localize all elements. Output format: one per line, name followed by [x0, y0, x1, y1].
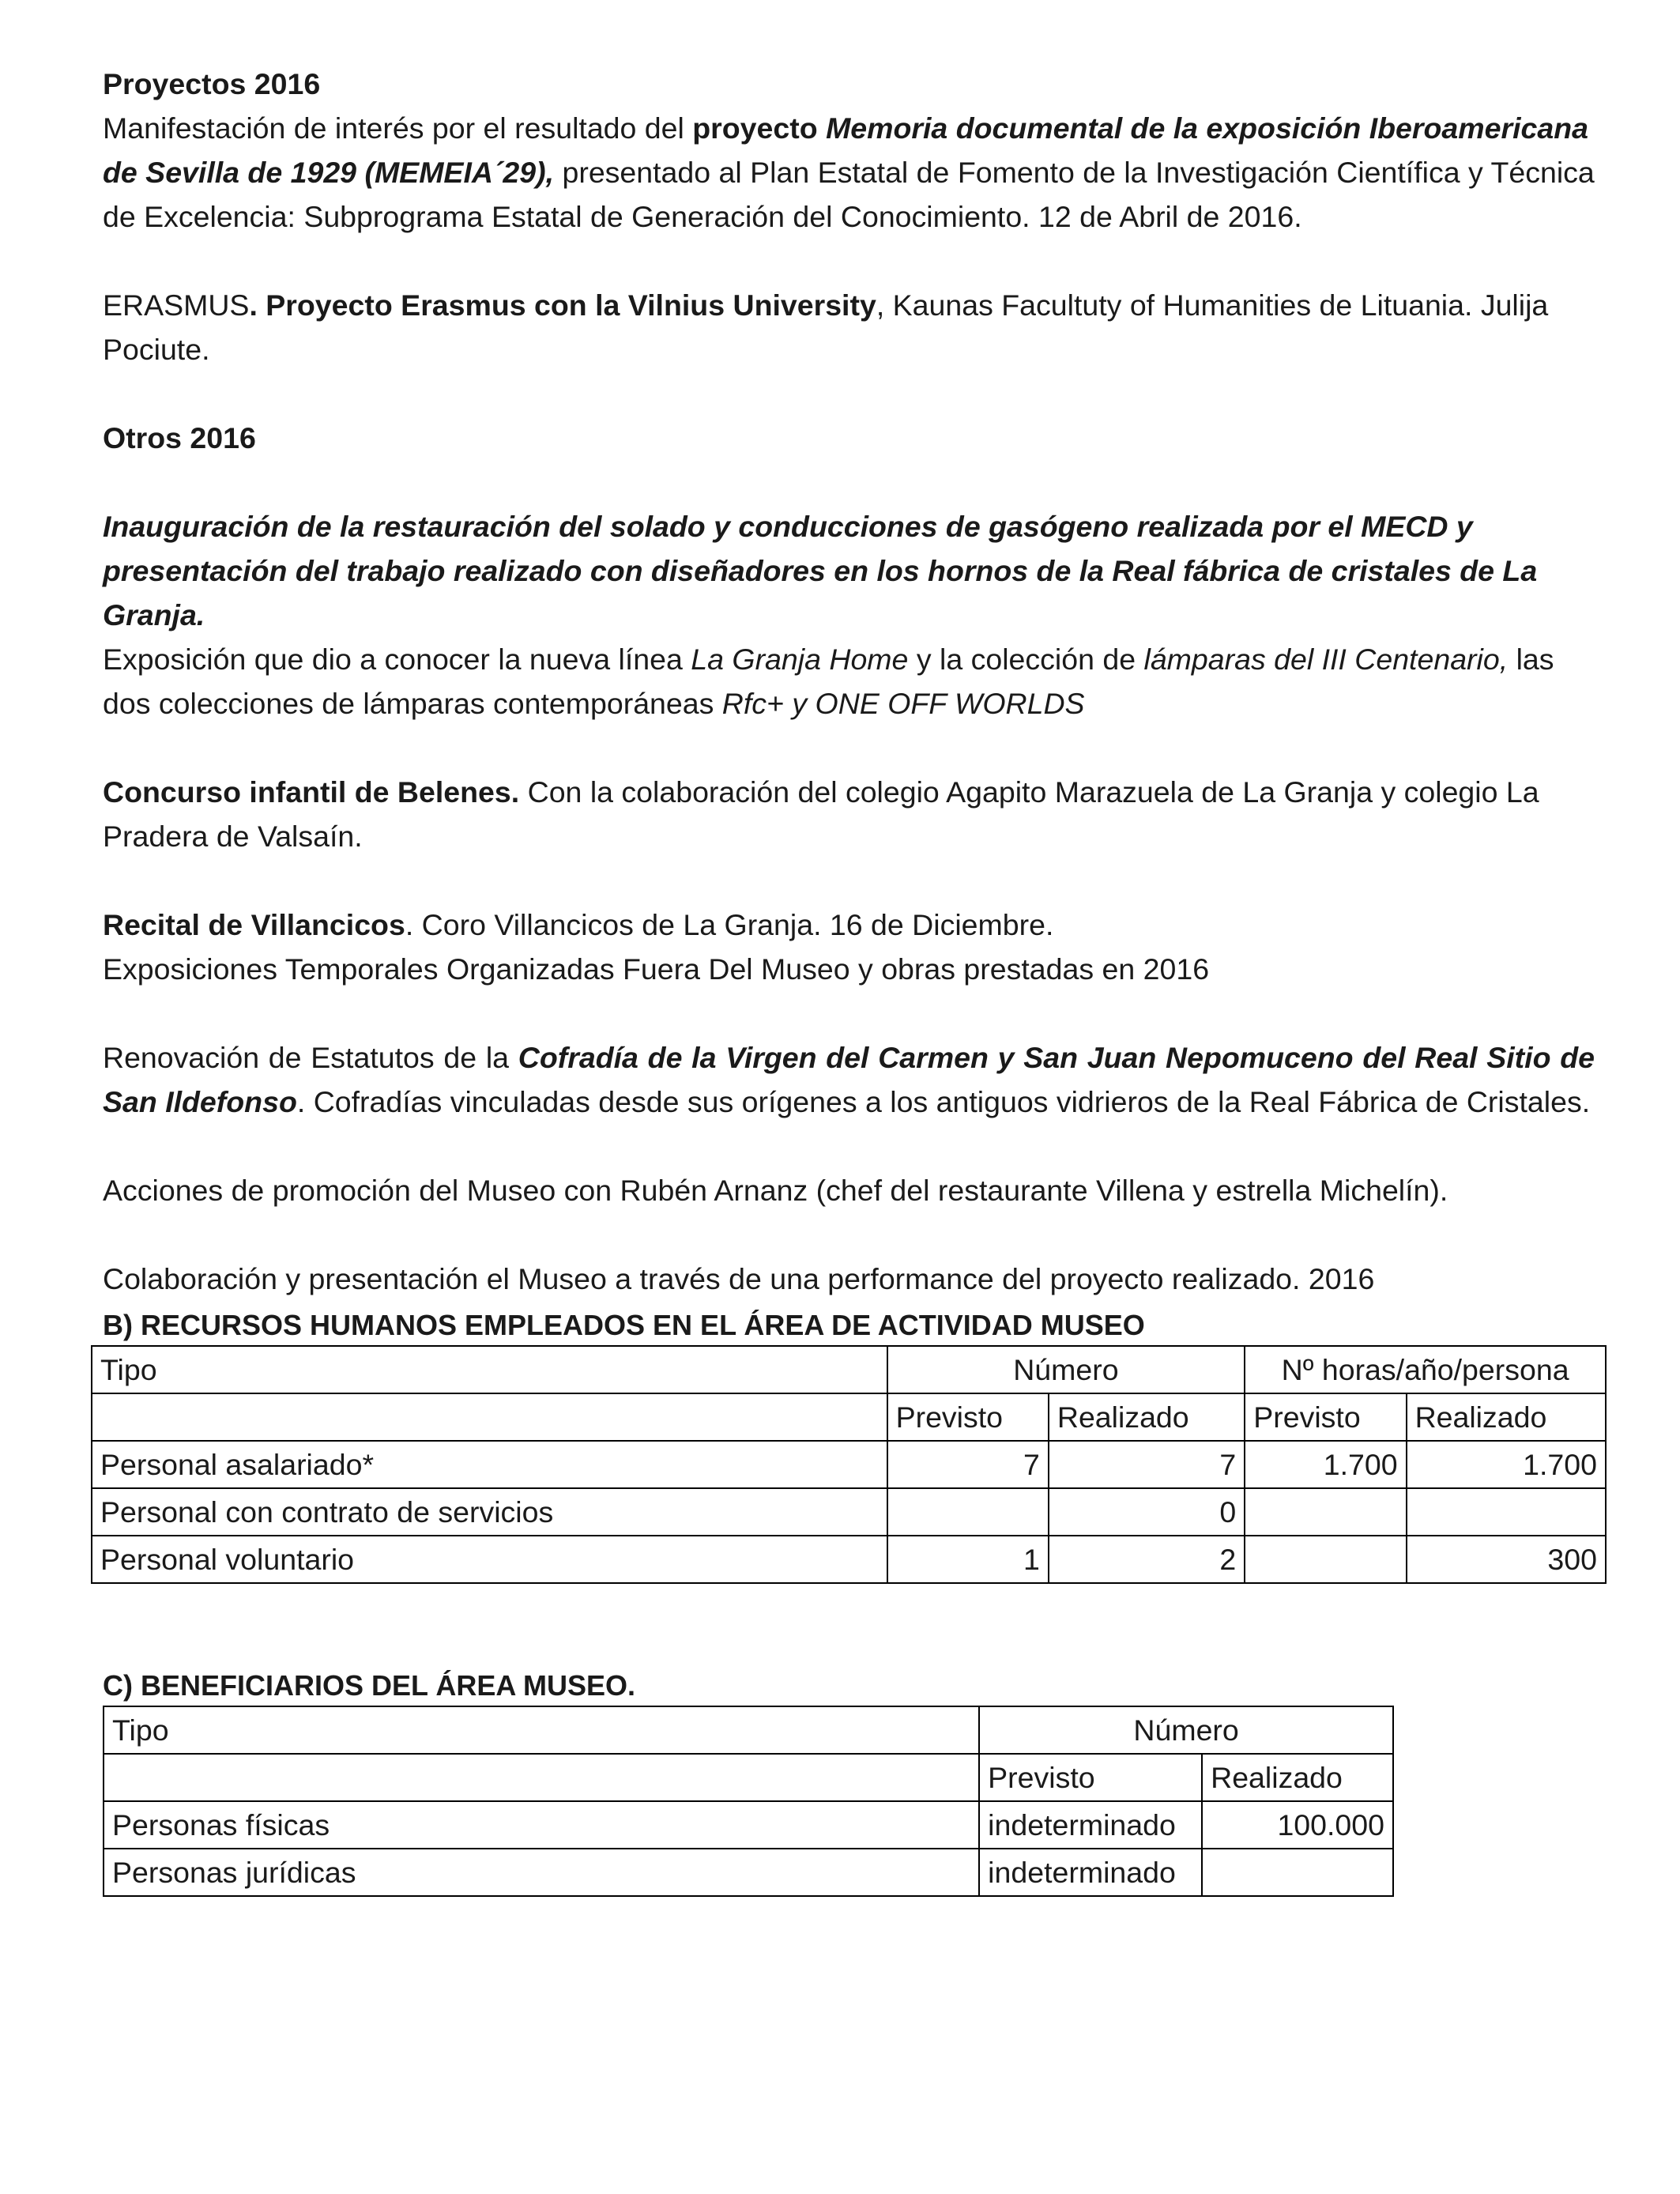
exposiciones-temporales-line: Exposiciones Temporales Organizadas Fuera Del Museo y obras prestadas en 2016 [103, 952, 1210, 986]
proyectos-heading: Proyectos 2016 [103, 67, 321, 100]
header-tipo: Tipo [104, 1706, 979, 1754]
otros-heading: Otros 2016 [103, 421, 256, 454]
table-header-row [92, 1346, 1606, 1393]
exposicion-paragraph: Exposición que dio a conocer la nueva línea La Granja Home y la colección de lámparas del III Centenario, las dos colecciones de lámparas contemporáneas Rfc+ y ONE OFF WORLDS [103, 643, 1554, 720]
header-horas: Nº horas/año/persona [1245, 1346, 1606, 1393]
proyectos-erasmus-paragraph: ERASMUS. Proyecto Erasmus con la Vilnius University, Kaunas Facultuty of Humanities de Lituania. Julija Pociute. [103, 288, 1549, 366]
table-row: Personas jurídicas indeterminado [104, 1849, 1393, 1896]
header-previsto: Previsto [887, 1393, 1049, 1441]
header-numero: Número [979, 1706, 1393, 1754]
recursos-title: B) RECURSOS HUMANOS EMPLEADOS EN EL ÁREA DE ACTIVIDAD MUSEO [103, 1309, 1145, 1341]
beneficiarios-table [103, 1706, 1394, 1897]
header-previsto: Previsto [979, 1754, 1202, 1801]
document-page [100, 62, 1604, 1897]
header-numero: Número [887, 1346, 1245, 1393]
belenes-paragraph: Concurso infantil de Belenes. Con la colaboración del colegio Agapito Marazuela de La Granja y colegio La Pradera de Valsaín. [103, 775, 1539, 853]
table-row: Personal asalariado* 7 7 1.700 1.700 [92, 1441, 1606, 1488]
table-subheader-row [92, 1393, 1606, 1441]
recursos-table [91, 1345, 1607, 1584]
header-realizado: Realizado [1202, 1754, 1393, 1801]
table-row: Personal voluntario 1 2 300 [92, 1536, 1606, 1583]
recital-paragraph: Recital de Villancicos. Coro Villancicos de La Granja. 16 de Diciembre. [103, 908, 1054, 941]
table-header-row [104, 1706, 1393, 1754]
header-previsto: Previsto [1245, 1393, 1406, 1441]
inauguracion-title: Inauguración de la restauración del solado y conducciones de gasógeno realizada por el MECD y presentación del trabajo realizado con diseñadores en los hornos de la Real fábrica de cristales de La Granja. [103, 510, 1538, 631]
promocion-paragraph: Acciones de promoción del Museo con Rubén Arnanz (chef del restaurante Villena y estrella Michelín). [103, 1174, 1448, 1207]
table-row: Personas físicas indeterminado 100.000 [104, 1801, 1393, 1849]
table-subheader-row [104, 1754, 1393, 1801]
header-realizado: Realizado [1407, 1393, 1606, 1441]
cofradia-paragraph: Renovación de Estatutos de la Cofradía de la Virgen del Carmen y San Juan Nepomuceno del Real Sitio de San Ildefonso. Cofradías vinculadas desde sus orígenes a los antiguos vidrieros de la Real Fábrica de Cristales. [103, 1041, 1595, 1118]
table-row: Personal con contrato de servicios 0 [92, 1488, 1606, 1536]
colaboracion-paragraph: Colaboración y presentación el Museo a través de una performance del proyecto realizado. 2016 [103, 1262, 1375, 1295]
header-realizado: Realizado [1049, 1393, 1245, 1441]
header-tipo: Tipo [92, 1346, 887, 1393]
beneficiarios-title: C) BENEFICIARIOS DEL ÁREA MUSEO. [103, 1669, 636, 1702]
proyectos-memeia-paragraph: Manifestación de interés por el resultado del proyecto Memoria documental de la exposición Iberoamericana de Sevilla de 1929 (MEMEIA´29), presentado al Plan Estatal de Fomento de la Investigación Científica y Técnica de Excelencia: Subprograma Estatal de Generación del Conocimiento. 12 de Abril de 2016. [103, 111, 1595, 233]
